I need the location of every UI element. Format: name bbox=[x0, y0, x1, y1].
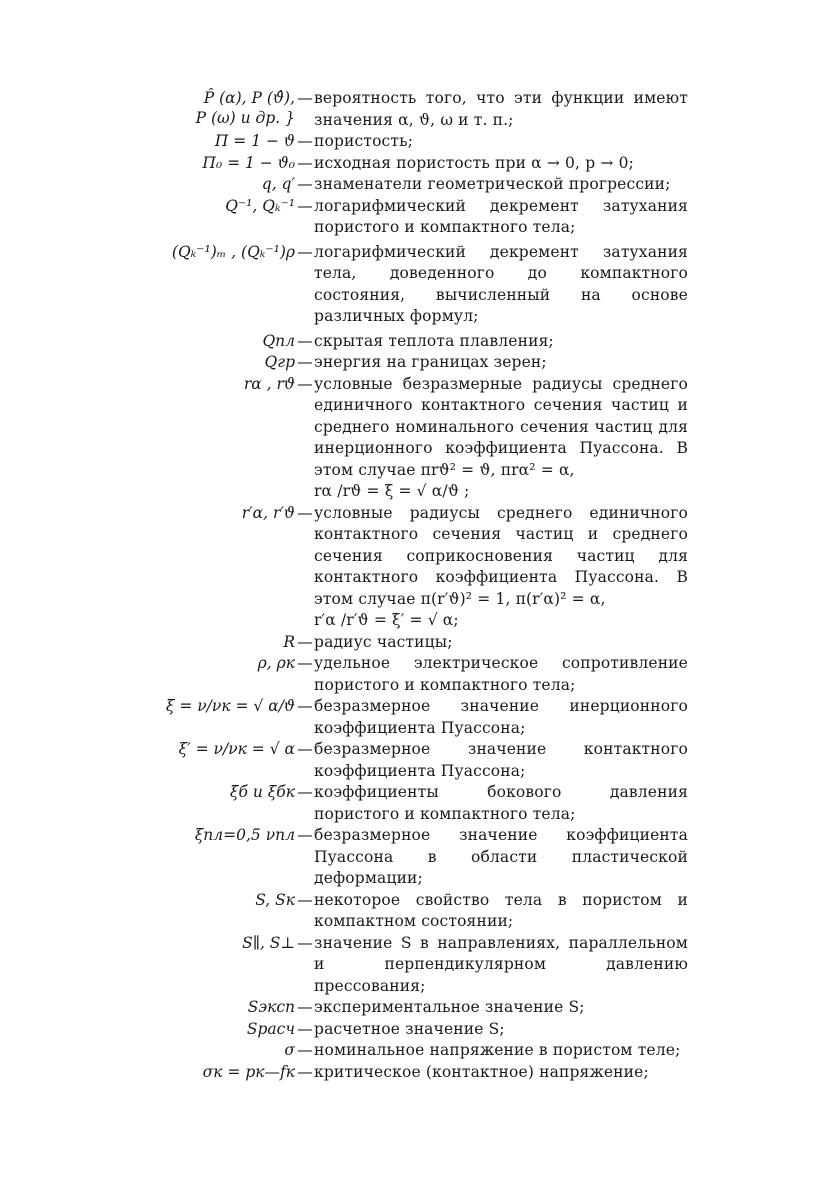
notation-entry bbox=[128, 1062, 688, 1084]
notation-entry bbox=[128, 933, 688, 998]
notation-entry bbox=[128, 174, 688, 196]
notation-dash: — bbox=[297, 783, 313, 801]
notation-symbol: ξ′ = ν/νк = √ α bbox=[178, 740, 295, 758]
notation-entry bbox=[128, 890, 688, 933]
notation-entry bbox=[128, 331, 688, 353]
notation-entry bbox=[128, 825, 688, 890]
notation-dash: — bbox=[297, 632, 313, 651]
notation-symbol: r′α, r′ϑ bbox=[241, 503, 295, 522]
notation-definition: экспериментальное значение S; bbox=[314, 998, 585, 1016]
notation-dash: — bbox=[297, 132, 313, 150]
notation-symbol: σк = pк—fк bbox=[202, 1062, 295, 1081]
notation-list bbox=[128, 88, 688, 1083]
notation-dash: — bbox=[297, 1062, 313, 1081]
notation-dash: — bbox=[297, 153, 313, 172]
notation-definition: критическое (контактное) напряжение; bbox=[314, 1062, 649, 1081]
notation-definition: безразмерное значение коэффициента Пуассона в области пластической деформации; bbox=[314, 826, 688, 887]
notation-definition: безразмерное значение контактного коэффициента Пуассона; bbox=[314, 740, 688, 780]
notation-symbol: Q⁻¹, Qₖ⁻¹ bbox=[225, 196, 295, 215]
notation-definition: безразмерное значение инерционного коэффициента Пуассона; bbox=[314, 697, 688, 737]
notation-definition: логарифмический декремент затухания пористого и компактного тела; bbox=[314, 196, 688, 236]
notation-entry bbox=[128, 782, 688, 825]
notation-entry bbox=[128, 374, 688, 503]
notation-entry bbox=[128, 739, 688, 782]
notation-symbol: Qгр bbox=[264, 353, 295, 371]
notation-symbol: ξ = ν/νк = √ α/ϑ bbox=[165, 697, 295, 715]
notation-definition: условные безразмерные радиусы среднего единичного контактного сечения частиц и среднего номинального сечения частиц для инерционного коэффициента Пуассона. В этом случае πrϑ² = ϑ, πrα² = α, rα /rϑ = ξ = √ α/ϑ ; bbox=[314, 374, 688, 500]
notation-definition: коэффициенты бокового давления пористого и компактного тела; bbox=[314, 783, 688, 823]
notation-dash: — bbox=[297, 933, 313, 952]
notation-symbol: Qпл bbox=[262, 331, 295, 350]
notation-dash: — bbox=[297, 175, 313, 193]
notation-entry bbox=[128, 632, 688, 654]
notation-definition: исходная пористость при α → 0, p → 0; bbox=[314, 153, 634, 172]
notation-symbol: ξб и ξбк bbox=[229, 783, 295, 801]
notation-entry bbox=[128, 88, 688, 131]
notation-definition: логарифмический декремент затухания тела, доведенного до компактного состояния, вычисленный на основе различных формул; bbox=[314, 242, 688, 325]
notation-symbol: R bbox=[283, 632, 295, 651]
notation-dash: — bbox=[297, 826, 313, 844]
notation-symbol: Sрасч bbox=[246, 1019, 295, 1038]
notation-dash: — bbox=[297, 331, 313, 350]
notation-dash: — bbox=[297, 196, 313, 215]
notation-dash: — bbox=[297, 998, 313, 1016]
notation-entry bbox=[128, 653, 688, 696]
notation-dash: — bbox=[297, 242, 313, 261]
notation-symbol: q, q′ bbox=[261, 175, 295, 193]
notation-dash: — bbox=[297, 654, 313, 672]
notation-definition: энергия на границах зерен; bbox=[314, 353, 547, 371]
notation-definition: радиус частицы; bbox=[314, 632, 453, 651]
notation-dash: — bbox=[297, 1041, 313, 1059]
notation-definition: пористость; bbox=[314, 132, 414, 150]
notation-dash: — bbox=[297, 89, 313, 107]
notation-definition: скрытая теплота плавления; bbox=[314, 331, 554, 350]
notation-definition: расчетное значение S; bbox=[314, 1019, 505, 1038]
notation-entry bbox=[128, 1019, 688, 1041]
notation-symbol: ξпл=0,5 νпл bbox=[194, 826, 295, 844]
notation-symbol: П₀ = 1 − ϑ₀ bbox=[202, 153, 295, 172]
notation-definition: номинальное напряжение в пористом теле; bbox=[314, 1041, 681, 1059]
notation-symbol: σ bbox=[284, 1041, 295, 1059]
notation-entry bbox=[128, 696, 688, 739]
notation-symbol: S, Sк bbox=[255, 890, 295, 909]
notation-definition: значение S в направлениях, параллельном и перпендикулярном давлению прессования; bbox=[314, 933, 688, 995]
notation-definition: условные радиусы среднего единичного контактного сечения частиц и среднего сечения соприкосновения частиц для контактного коэффициента Пуассона. В этом случае π(r′ϑ)² = 1, π(r′α)² = α, r′α /r′ϑ = ξ′ = √ α; bbox=[314, 503, 688, 629]
notation-symbol: P̂ (α), P (ϑ̂), P (ω) и др. } bbox=[195, 89, 295, 127]
notation-entry bbox=[128, 196, 688, 239]
notation-definition: знаменатели геометрической прогрессии; bbox=[314, 175, 671, 193]
notation-definition: некоторое свойство тела в пористом и компактном состоянии; bbox=[314, 890, 688, 930]
notation-entry bbox=[128, 503, 688, 632]
notation-dash: — bbox=[297, 1019, 313, 1038]
notation-symbol: П = 1 − ϑ bbox=[214, 132, 295, 150]
notation-dash: — bbox=[297, 740, 313, 758]
notation-symbol: Sэксп bbox=[247, 998, 295, 1016]
notation-symbol: ρ, ρк bbox=[257, 654, 295, 672]
notation-symbol: S∥, S⊥ bbox=[242, 933, 295, 952]
notation-entry bbox=[128, 153, 688, 175]
notation-entry bbox=[128, 131, 688, 153]
notation-entry bbox=[128, 1040, 688, 1062]
notation-dash: — bbox=[297, 503, 313, 522]
notation-entry bbox=[128, 997, 688, 1019]
notation-definition: удельное электрическое сопротивление пористого и компактного тела; bbox=[314, 654, 688, 694]
notation-dash: — bbox=[297, 890, 313, 909]
notation-dash: — bbox=[297, 374, 313, 393]
notation-entry bbox=[128, 242, 688, 328]
notation-definition: вероятность того, что эти функции имеют значения α, ϑ, ω и т. п.; bbox=[314, 89, 688, 129]
notation-symbol: rα , rϑ bbox=[243, 374, 295, 393]
notation-entry bbox=[128, 352, 688, 374]
notation-dash: — bbox=[297, 353, 313, 371]
notation-dash: — bbox=[297, 697, 313, 715]
notation-symbol: (Qₖ⁻¹)ₘ , (Qₖ⁻¹)ρ bbox=[171, 242, 295, 261]
